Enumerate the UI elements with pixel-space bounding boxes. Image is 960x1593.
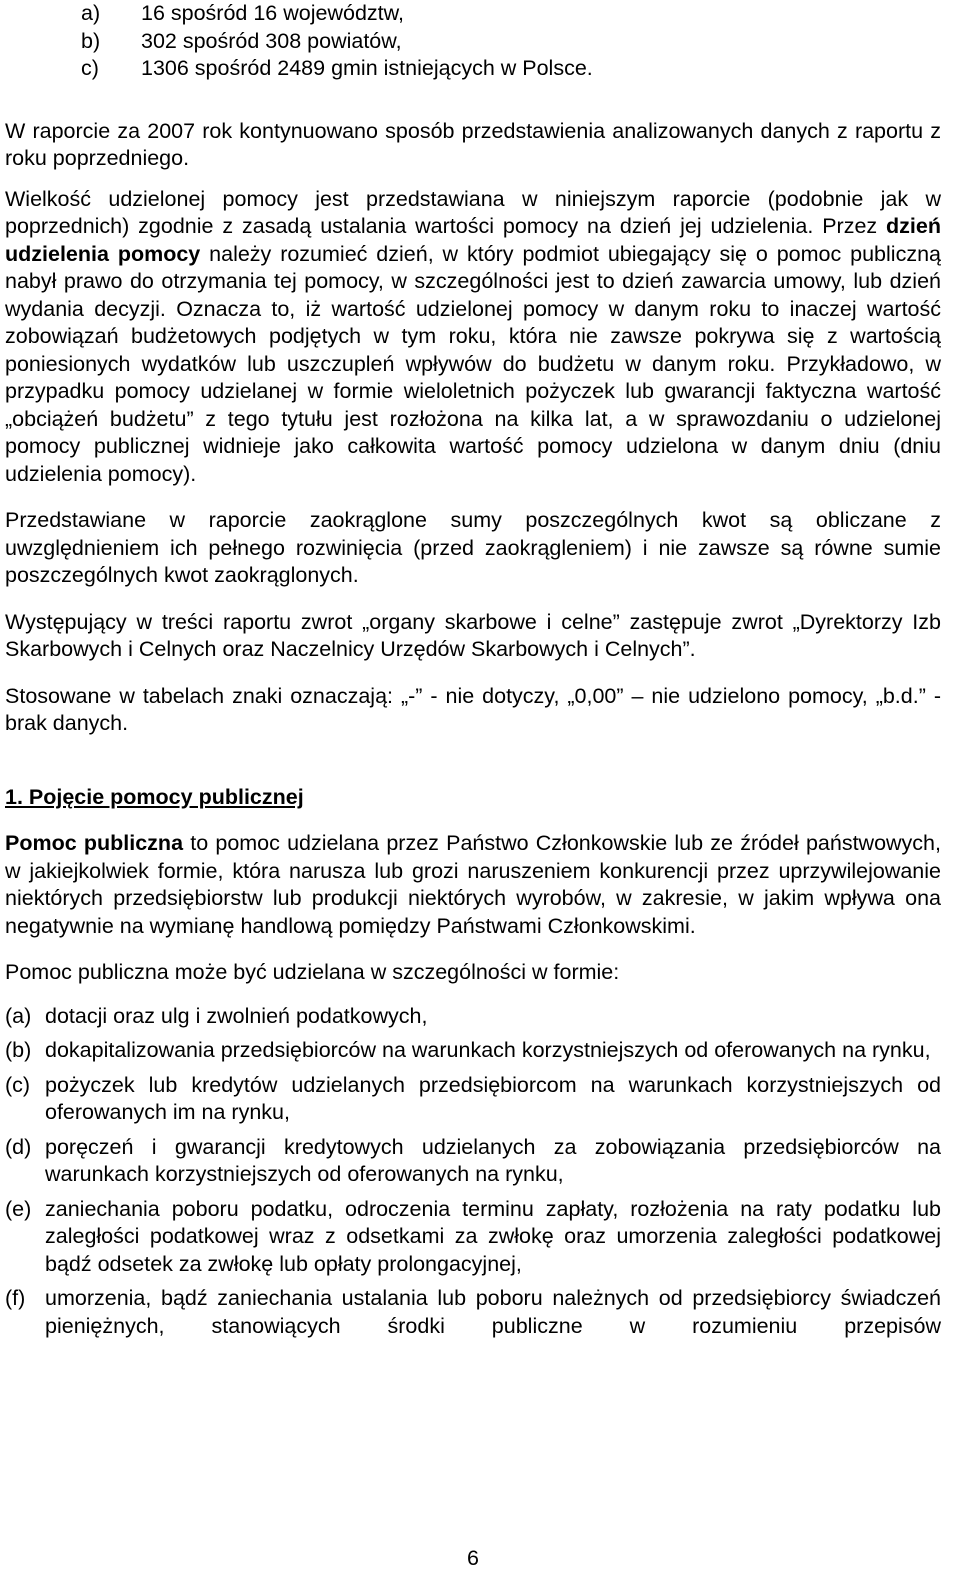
list-item [5,0,941,28]
list-text: umorzenia, bądź zaniechania ustalania lub poboru należnych od przedsiębiorcy świadczeń pieniężnych, stanowiących środki publiczne w rozumieniu przepisów [45,1286,941,1338]
list-text: zaniechania poboru podatku, odroczenia terminu zapłaty, rozłożenia na raty podatku lub zaległości podatkowej wraz z odsetkami za zwłokę oraz umorzenia zaległości podatkowej bądź odsetek za zwłokę lub opłaty prolongacyjnej, [45,1196,941,1276]
list-item [5,1134,941,1189]
paragraph-aid-forms-intro: Pomoc publiczna może być udzielana w szczególności w formie: [5,960,620,984]
list-item [5,28,941,56]
list-text: 1306 spośród 2489 gmin istniejących w Polsce. [141,56,593,80]
list-item [5,1003,941,1031]
list-text: dokapitalizowania przedsiębiorców na warunkach korzystniejszych od oferowanych na rynku, [45,1038,931,1062]
list-item [5,1196,941,1279]
list-label: (a) [5,1003,32,1028]
paragraph-aid-value: Wielkość udzielonej pomocy jest przedstawiana w niniejszym raporcie (podobnie jak w poprzednich) zgodnie z zasadą ustalania wartości pomocy na dzień jej udzielenia. Przez dzień udzielenia pomocy należy rozumieć dzień, w który podmiot ubiegający się o pomoc publiczną nabył prawo do otrzymania tej pomocy, w szczególności jest to dzień zawarcia umowy, lub dzień wydania decyzji. Oznacza to, iż wartość udzielonej pomocy w danym roku to inaczej wartość zobowiązań budżetowych podjętych w tym roku, która nie zawsze pokrywa się z wartością poniesionych wydatków lub uszczupleń wpływów do budżetu w danym roku. Przykładowo, w przypadku pomocy udzielanej w formie wieloletnich pożyczek lub gwarancji faktyczna wartość „obciążeń budżetu” z tego tytułu jest rozłożona na kilka lat, a w sprawozdaniu o udzielonej pomocy publicznej widnieje jako całkowita wartość pomocy udzielona w danym dniu (dniu udzielenia pomocy). [5,186,941,486]
aid-forms-list [5,1003,941,1341]
page-number: 6 [467,1546,479,1570]
paragraph-aid-definition: Pomoc publiczna to pomoc udzielana przez Państwo Członkowskie lub ze źródeł państwowych, w jakiejkolwiek formie, która narusza lub grozi naruszeniem konkurencji przez uprzywilejowanie niektórych przedsiębiorstw lub produkcji niektórych wyrobów, w zakresie, w jakim wpływa ona negatywnie na wymianę handlową pomiędzy Państwami Członkowskimi. [5,831,941,938]
paragraph-table-symbols: Stosowane w tabelach znaki oznaczają: „-” - nie dotyczy, „0,00” – nie udzielono pomocy, „b.d.” - brak danych. [5,683,941,735]
paragraph-rounding: Przedstawiane w raporcie zaokrąglone sumy poszczególnych kwot są obliczane z uwzględnieniem ich pełnego rozwinięcia (przed zaokrągleniem) i nie zawsze są równe sumie poszczególnych kwot zaokrąglonych. [5,508,941,587]
list-text: pożyczek lub kredytów udzielanych przedsiębiorcom na warunkach korzystniejszych od oferowanych im na rynku, [45,1072,941,1124]
list-label: a) [81,1,101,25]
list-item [5,55,941,83]
term-aid-date: dzień udzielenia pomocy [5,214,941,266]
paragraph-tax-authorities: Występujący w treści raportu zwrot „organy skarbowe i celne” zastępuje zwrot „Dyrektorzy Izb Skarbowych i Celnych oraz Naczelnicy Urzędów Skarbowych i Celnych”. [5,609,941,661]
intro-list [5,0,941,83]
list-label: (c) [5,1072,31,1097]
list-label: (f) [5,1286,26,1310]
list-text: dotacji oraz ulg i zwolnień podatkowych, [45,1003,428,1028]
list-text: 16 spośród 16 województw, [141,1,404,25]
list-label: b) [81,28,101,53]
list-item [5,1037,941,1065]
term-public-aid: Pomoc publiczna [5,831,184,855]
section-heading: 1. Pojęcie pomocy publicznej [5,784,304,809]
list-text: 302 spośród 308 powiatów, [141,28,402,53]
list-label: c) [81,56,99,80]
list-text: poręczeń i gwarancji kredytowych udzielanych za zobowiązania przedsiębiorców na warunkach korzystniejszych od oferowanych na rynku, [45,1134,941,1186]
list-label: (b) [5,1038,32,1062]
document-page [5,0,941,1347]
list-label: (e) [5,1196,32,1221]
list-item [5,1072,941,1127]
paragraph-report-method: W raporcie za 2007 rok kontynuowano sposób przedstawienia analizowanych danych z raportu z roku poprzedniego. [5,118,941,170]
list-label: (d) [5,1134,32,1159]
list-item [5,1285,941,1340]
